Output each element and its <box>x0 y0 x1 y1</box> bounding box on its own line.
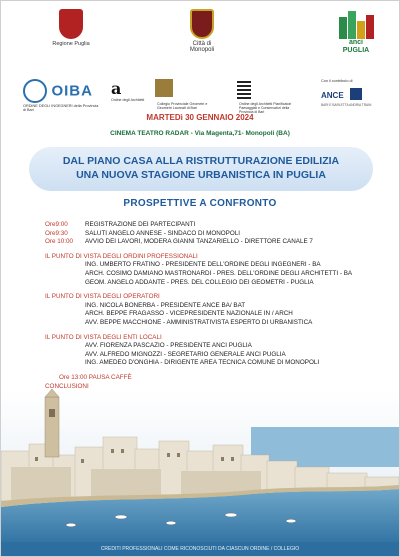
partner-logos-row <box>23 79 383 114</box>
program-time: Ore 10:00 <box>45 238 74 246</box>
oiba-caption: ORDINE DEGLI INGEGNERI della Provincia di Bari <box>23 104 99 112</box>
footer-credits: CREDITI PROFESSIONALI COME RICONOSCIUTI DA CIASCUN ORDINE / COLLEGIO <box>100 546 300 552</box>
ordine-architetti-logo <box>237 79 319 117</box>
speaker-item: ING. UMBERTO FRATINO - PRESIDENTE DELL'ORDINE DEGLI INGEGNERI - BA <box>85 261 321 269</box>
monopoli-crest-icon <box>190 9 214 39</box>
event-title-line1: DAL PIANO CASA ALLA RISTRUTTURAZIONE EDILIZIA <box>62 155 340 167</box>
section-title-operatori: IL PUNTO DI VISTA DEGLI OPERATORI <box>45 293 160 301</box>
speaker-item: ARCH. BEPPE FRAGASSO - VICEPRESIDENTE NAZIONALE IN / ARCH <box>85 310 293 318</box>
event-venue: CINEMA TEATRO RADAR - Via Magenta,71- Monopoli (BA) <box>110 130 290 137</box>
architetti-logo <box>111 79 145 102</box>
anci-puglia-label: anci PUGLIA <box>342 39 370 54</box>
program-row <box>45 238 375 247</box>
ance-contrib-label: Con il contributo di <box>321 79 353 83</box>
event-title-banner <box>29 147 373 191</box>
citta-monopoli-label: Città di Monopoli <box>189 41 215 53</box>
program-time: Ore9:00 <box>45 221 68 228</box>
program-time: Ore9:30 <box>45 229 68 237</box>
program-row <box>45 230 375 239</box>
program-list <box>45 221 375 400</box>
anci-bars-icon <box>337 9 375 39</box>
speaker-item: ING. NICOLA BONERBA - PRESIDENTE ANCE BA/ BAT <box>85 301 246 309</box>
architetti-caption: Ordine degli Architetti <box>111 98 145 102</box>
ordine-stripes-icon <box>237 79 251 99</box>
speaker-item: GEOM. ANGELO ADDANTE - PRES. DEL COLLEGIO DEI GEOMETRI - PUGLIA <box>85 278 314 286</box>
citta-monopoli-logo <box>177 9 227 53</box>
coffee-break: Ore 13:00 PAUSA CAFFÈ <box>59 373 132 381</box>
section-title-enti-locali: IL PUNTO DI VISTA DEGLI ENTI LOCALI <box>45 333 162 341</box>
conclusions-title: CONCLUSIONI <box>45 382 89 390</box>
oiba-circle-icon <box>23 79 47 103</box>
regione-puglia-label: Regione Puglia <box>52 41 90 47</box>
geometri-caption: Collegio Provinciale Geometri e Geometri Laureati di Bari <box>157 102 208 110</box>
geometri-logo <box>155 79 241 115</box>
program-text: SALUTI ANGELO ANNESE - SINDACO DI MONOPOLI <box>85 229 241 237</box>
oiba-logo <box>23 79 101 112</box>
ance-word: ANCE <box>321 91 344 100</box>
ance-caption: BARI E BARLETTA ANDRIA TRANI <box>321 103 372 107</box>
program-text: AVVIO DEI LAVORI, MODERA GIANNI TANZARIELLO - DIRETTORE CANALE 7 <box>85 238 313 246</box>
event-date: MARTEDì 30 GENNAIO 2024 <box>146 113 254 122</box>
regione-puglia-logo <box>46 9 96 47</box>
ance-logo <box>321 79 385 107</box>
speaker-item: ING. AMEDEO D'ONGHIA - DIRIGENTE AREA TECNICA COMUNE DI MONOPOLI <box>85 359 320 367</box>
program-row <box>45 221 375 230</box>
oiba-word: OIBA <box>51 82 93 100</box>
speaker-item: AVV. BEPPE MACCHIONE - AMMINISTRATIVISTA ESPERTO DI URBANISTICA <box>85 318 313 326</box>
speaker-item: AVV. ALFREDO MIGNOZZI - SEGRETARIO GENERALE ANCI PUGLIA <box>85 350 286 358</box>
program-text: REGISTRAZIONE DEI PARTECIPANTI <box>85 221 196 228</box>
regione-puglia-crest-icon <box>59 9 83 39</box>
anci-puglia-logo <box>331 9 381 55</box>
architetti-mark: a <box>111 79 122 98</box>
harbour-illustration <box>1 389 399 549</box>
section-title-ordini: IL PUNTO DI VISTA DEGLI ORDINI PROFESSIONALI <box>45 252 198 260</box>
geometri-square-icon <box>155 79 173 97</box>
ordine-architetti-caption: Ordine degli Architetti Pianificatori Paesaggisti e Conservatori della Provincia di Bari <box>239 101 292 114</box>
event-title-line2: UNA NUOVA STAGIONE URBANISTICA IN PUGLIA <box>76 169 326 181</box>
speaker-item: ARCH. COSIMO DAMIANO MASTRONARDI - PRES. DELL'ORDINE DEGLI ARCHITETTI - BA <box>85 269 353 277</box>
ance-square-icon <box>350 88 362 100</box>
speaker-item: AVV. FIORENZA PASCAZIO - PRESIDENTE ANCI PUGLIA <box>85 342 252 350</box>
monopoli-harbour-photo <box>1 389 399 549</box>
event-subtitle: PROSPETTIVE A CONFRONTO <box>123 198 277 209</box>
